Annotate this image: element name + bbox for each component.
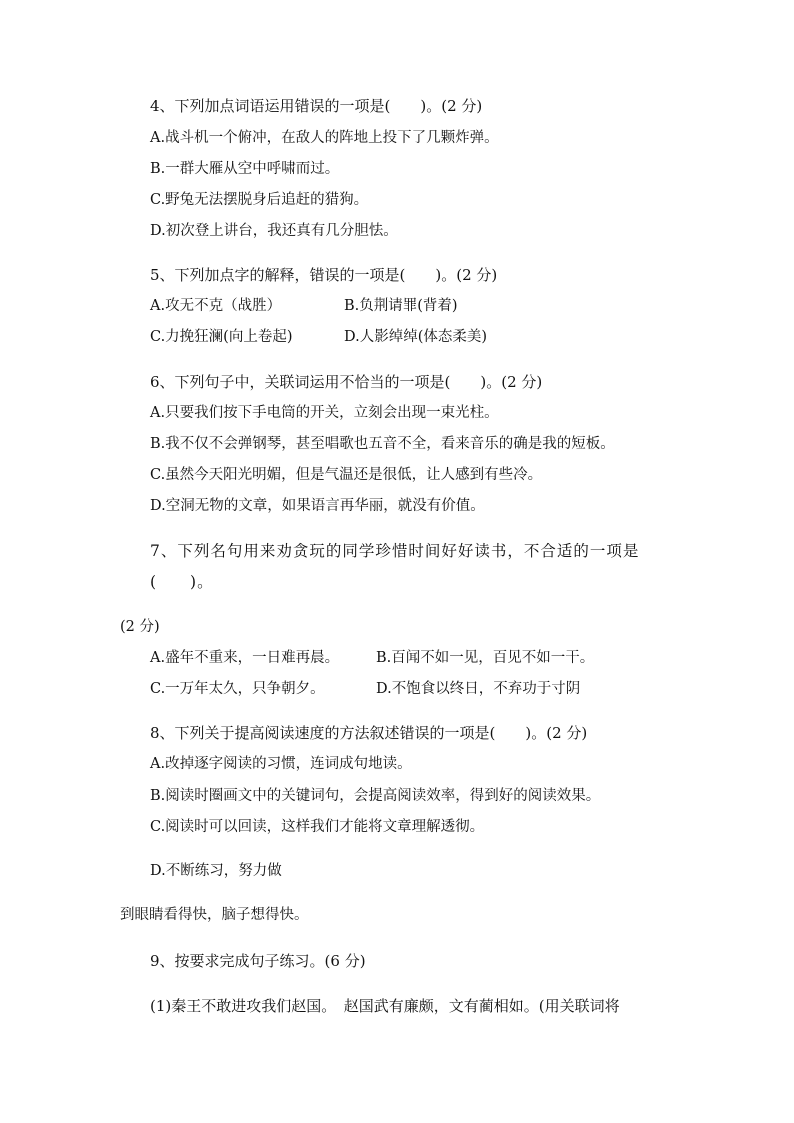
question-6-stem: 6、下列句子中，关联词运用不恰当的一项是( )。(2 分) (150, 373, 543, 391)
question-8-option-d-continued: 到眼睛看得快，脑子想得快。 (120, 907, 309, 923)
question-8-option-a: A.改掉逐字阅读的习惯，连词成句地读。 (150, 756, 412, 772)
question-8-option-b: B.阅读时圈画文中的关键词句，会提高阅读效率，得到好的阅读效果。 (150, 788, 601, 804)
question-7-option-a: A.盛年不重来，一日难再晨。 (150, 650, 340, 666)
question-5-option-c: C.力挽狂澜(向上卷起) (150, 329, 293, 345)
question-6-option-d: D.空洞无物的文章，如果语言再华丽，就没有价值。 (150, 498, 485, 514)
question-4-option-d: D.初次登上讲台，我还真有几分胆怯。 (150, 223, 398, 239)
question-8-option-d: D.不断练习，努力做 (150, 863, 282, 879)
question-9-item-1: (1)秦王不敢进攻我们赵国。 赵国武有廉颇，文有蔺相如。(用关联词将 (150, 997, 620, 1015)
question-5-option-b: B.负荆请罪(背着) (344, 298, 458, 314)
question-4-option-b: B.一群大雁从空中呼啸而过。 (150, 161, 340, 177)
question-7-stem-continued: ( )。 (150, 573, 214, 591)
question-7-option-d: D.不饱食以终日，不弃功于寸阴 (376, 681, 581, 697)
question-8-option-c: C.阅读时可以回读，这样我们才能将文章理解透彻。 (150, 819, 485, 835)
question-7-option-b: B.百闻不如一见，百见不如一干。 (376, 650, 595, 666)
question-6-option-c: C.虽然今天阳光明媚，但是气温还是很低，让人感到有些冷。 (150, 467, 543, 483)
question-7-option-c: C.一万年太久，只争朝夕。 (150, 681, 325, 697)
question-8-stem: 8、下列关于提高阅读速度的方法叙述错误的一项是( )。(2 分) (150, 724, 588, 742)
question-6-option-a: A.只要我们按下手电筒的开关，立刻会出现一束光柱。 (150, 405, 499, 421)
question-9-stem: 9、按要求完成句子练习。(6 分) (150, 952, 366, 970)
question-5-stem: 5、下列加点字的解释，错误的一项是( )。(2 分) (150, 266, 498, 284)
question-4-stem: 4、下列加点词语运用错误的一项是( )。(2 分) (150, 97, 483, 115)
question-6-option-b: B.我不仅不会弹钢琴，甚至唱歌也五音不全，看来音乐的确是我的短板。 (150, 436, 615, 452)
question-5-option-d: D.人影绰绰(体态柔美) (344, 329, 488, 345)
question-4-option-a: A.战斗机一个俯冲，在敌人的阵地上投下了几颗炸弹。 (150, 130, 499, 146)
question-5-option-a: A.攻无不克（战胜） (150, 298, 282, 314)
question-7-stem: 7、下列名句用来劝贪玩的同学珍惜时间好好读书，不合适的一项是 (150, 542, 640, 560)
question-7-score: (2 分) (120, 619, 160, 635)
question-4-option-c: C.野兔无法摆脱身后追赶的猎狗。 (150, 192, 369, 208)
